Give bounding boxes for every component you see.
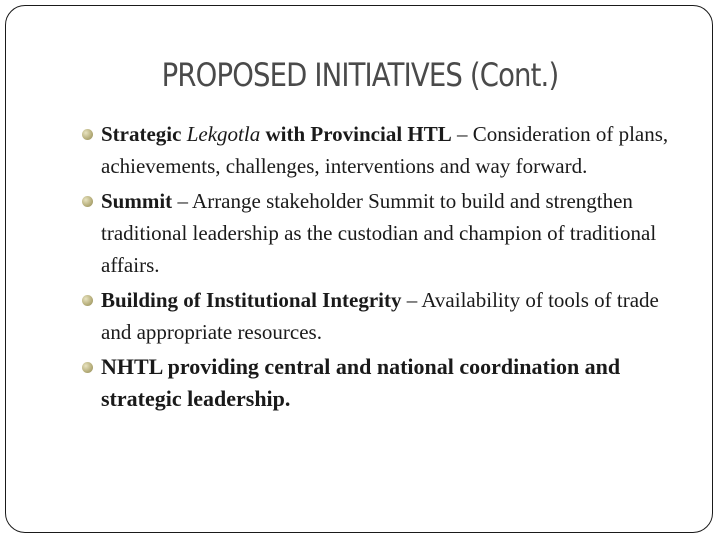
bullet-icon [82, 196, 93, 207]
bullet-heading: Strategic [101, 122, 187, 146]
bullet-heading: Summit [101, 189, 173, 213]
bullet-item [82, 351, 692, 415]
bullet-body: – Arrange stakeholder Summit to build and strengthen traditional leadership as the custodian and champion of traditional affairs. [101, 189, 657, 277]
bullet-item [82, 185, 692, 281]
bullet-list [82, 118, 692, 418]
bullet-item [82, 284, 692, 348]
bullet-icon [82, 362, 93, 373]
bullet-text: NHTL providing central and national coordination and strategic leadership. [101, 354, 621, 411]
bullet-body: – Consideration of plans, achievements, challenges, interventions and way forward. [101, 122, 669, 178]
bullet-item [82, 118, 692, 182]
slide-title: PROPOSED INITIATIVES (Cont.) [161, 56, 559, 94]
bullet-heading-tail: with Provincial HTL [260, 122, 452, 146]
bullet-icon [82, 129, 93, 140]
bullet-heading: Building of Institutional Integrity [101, 288, 402, 312]
bullet-body: – Availability of tools of trade and appropriate resources. [101, 288, 659, 344]
bullet-icon [82, 295, 93, 306]
bullet-heading-italic: Lekgotla [186, 122, 261, 146]
